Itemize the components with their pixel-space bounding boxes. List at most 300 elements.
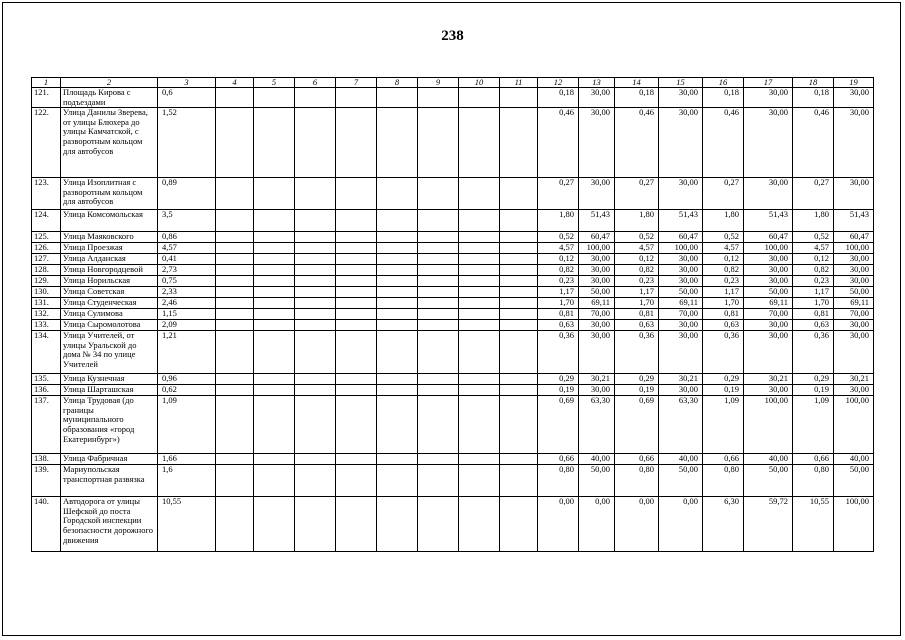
empty-cell <box>336 374 377 385</box>
value-cell: 30,00 <box>834 320 874 331</box>
empty-cell <box>216 232 254 243</box>
empty-cell <box>418 232 459 243</box>
row-number-cell: 130. <box>32 287 61 298</box>
empty-cell <box>295 309 336 320</box>
empty-cell <box>216 320 254 331</box>
empty-cell <box>254 265 295 276</box>
value-cell: 1,70 <box>615 298 659 309</box>
empty-cell <box>254 298 295 309</box>
empty-cell <box>500 374 538 385</box>
value-cell: 0,46 <box>538 108 579 178</box>
empty-cell <box>377 309 418 320</box>
empty-cell <box>216 454 254 465</box>
value-cell: 30,00 <box>579 108 615 178</box>
empty-cell <box>459 331 500 374</box>
table-row <box>32 385 874 396</box>
empty-cell <box>377 497 418 552</box>
value-cell: 0,63 <box>793 320 834 331</box>
value-cell: 10,55 <box>793 497 834 552</box>
length-cell: 0,41 <box>158 254 216 265</box>
value-cell: 1,17 <box>703 287 744 298</box>
empty-cell <box>418 276 459 287</box>
value-cell: 1,70 <box>703 298 744 309</box>
table-row <box>32 276 874 287</box>
empty-cell <box>295 298 336 309</box>
empty-cell <box>336 454 377 465</box>
length-cell: 0,89 <box>158 178 216 210</box>
row-number-cell: 140. <box>32 497 61 552</box>
empty-cell <box>500 396 538 454</box>
value-cell: 0,80 <box>538 465 579 497</box>
empty-cell <box>336 178 377 210</box>
value-cell: 1,17 <box>793 287 834 298</box>
value-cell: 0,29 <box>703 374 744 385</box>
value-cell: 30,00 <box>579 276 615 287</box>
empty-cell <box>500 265 538 276</box>
empty-cell <box>500 331 538 374</box>
empty-cell <box>295 497 336 552</box>
value-cell: 60,47 <box>744 232 793 243</box>
value-cell: 0,81 <box>793 309 834 320</box>
empty-cell <box>336 396 377 454</box>
value-cell: 30,00 <box>579 385 615 396</box>
value-cell: 0,29 <box>793 374 834 385</box>
empty-cell <box>418 265 459 276</box>
empty-cell <box>295 243 336 254</box>
row-number-cell: 123. <box>32 178 61 210</box>
value-cell: 0,36 <box>703 331 744 374</box>
column-number: 19 <box>834 78 874 88</box>
empty-cell <box>459 232 500 243</box>
street-name-cell: Улица Новгородцевой <box>61 265 158 276</box>
length-cell: 4,57 <box>158 243 216 254</box>
empty-cell <box>295 88 336 108</box>
empty-cell <box>295 320 336 331</box>
value-cell: 4,57 <box>793 243 834 254</box>
street-name-cell: Площадь Кирова с подъездами <box>61 88 158 108</box>
value-cell: 51,43 <box>579 210 615 232</box>
empty-cell <box>459 454 500 465</box>
empty-cell <box>500 287 538 298</box>
empty-cell <box>459 108 500 178</box>
street-name-cell: Улица Кузнечная <box>61 374 158 385</box>
value-cell: 4,57 <box>703 243 744 254</box>
table-header-row <box>32 78 874 88</box>
empty-cell <box>216 497 254 552</box>
value-cell: 0,12 <box>538 254 579 265</box>
row-number-cell: 129. <box>32 276 61 287</box>
empty-cell <box>459 309 500 320</box>
row-number-cell: 138. <box>32 454 61 465</box>
value-cell: 63,30 <box>579 396 615 454</box>
value-cell: 69,11 <box>744 298 793 309</box>
empty-cell <box>336 497 377 552</box>
length-cell: 1,6 <box>158 465 216 497</box>
empty-cell <box>377 265 418 276</box>
value-cell: 50,00 <box>579 465 615 497</box>
value-cell: 50,00 <box>834 465 874 497</box>
value-cell: 1,70 <box>538 298 579 309</box>
column-number: 18 <box>793 78 834 88</box>
value-cell: 4,57 <box>538 243 579 254</box>
empty-cell <box>295 276 336 287</box>
value-cell: 30,00 <box>579 265 615 276</box>
value-cell: 1,80 <box>793 210 834 232</box>
empty-cell <box>254 276 295 287</box>
value-cell: 100,00 <box>834 243 874 254</box>
empty-cell <box>377 254 418 265</box>
value-cell: 40,00 <box>834 454 874 465</box>
empty-cell <box>254 287 295 298</box>
value-cell: 30,00 <box>744 276 793 287</box>
table-row <box>32 232 874 243</box>
row-number-cell: 125. <box>32 232 61 243</box>
table-row <box>32 497 874 552</box>
value-cell: 0,18 <box>793 88 834 108</box>
street-name-cell: Улица Алданская <box>61 254 158 265</box>
value-cell: 0,36 <box>538 331 579 374</box>
empty-cell <box>295 396 336 454</box>
empty-cell <box>459 396 500 454</box>
empty-cell <box>216 374 254 385</box>
length-cell: 0,86 <box>158 232 216 243</box>
empty-cell <box>377 320 418 331</box>
empty-cell <box>254 454 295 465</box>
value-cell: 30,00 <box>744 88 793 108</box>
value-cell: 40,00 <box>659 454 703 465</box>
empty-cell <box>377 454 418 465</box>
table-row <box>32 254 874 265</box>
empty-cell <box>336 108 377 178</box>
value-cell: 1,09 <box>793 396 834 454</box>
empty-cell <box>418 454 459 465</box>
value-cell: 69,11 <box>659 298 703 309</box>
empty-cell <box>500 243 538 254</box>
column-number: 2 <box>61 78 158 88</box>
data-table <box>31 77 874 552</box>
value-cell: 0,12 <box>703 254 744 265</box>
street-name-cell: Улица Фабричная <box>61 454 158 465</box>
empty-cell <box>336 265 377 276</box>
value-cell: 30,00 <box>579 178 615 210</box>
value-cell: 30,00 <box>744 320 793 331</box>
empty-cell <box>500 210 538 232</box>
empty-cell <box>459 374 500 385</box>
value-cell: 30,00 <box>744 254 793 265</box>
empty-cell <box>459 265 500 276</box>
empty-cell <box>254 232 295 243</box>
length-cell: 0,75 <box>158 276 216 287</box>
value-cell: 30,00 <box>834 265 874 276</box>
empty-cell <box>500 385 538 396</box>
value-cell: 0,12 <box>793 254 834 265</box>
value-cell: 30,21 <box>579 374 615 385</box>
value-cell: 0,23 <box>703 276 744 287</box>
empty-cell <box>254 320 295 331</box>
value-cell: 0,82 <box>793 265 834 276</box>
empty-cell <box>418 385 459 396</box>
value-cell: 0,23 <box>538 276 579 287</box>
empty-cell <box>459 254 500 265</box>
value-cell: 0,63 <box>615 320 659 331</box>
empty-cell <box>418 108 459 178</box>
value-cell: 69,11 <box>834 298 874 309</box>
value-cell: 0,19 <box>615 385 659 396</box>
column-number: 5 <box>254 78 295 88</box>
value-cell: 1,80 <box>703 210 744 232</box>
street-name-cell: Улица Студенческая <box>61 298 158 309</box>
empty-cell <box>500 298 538 309</box>
empty-cell <box>418 88 459 108</box>
value-cell: 70,00 <box>579 309 615 320</box>
empty-cell <box>459 497 500 552</box>
empty-cell <box>377 178 418 210</box>
value-cell: 0,36 <box>793 331 834 374</box>
empty-cell <box>254 465 295 497</box>
table-row <box>32 396 874 454</box>
value-cell: 0,46 <box>703 108 744 178</box>
value-cell: 0,80 <box>703 465 744 497</box>
value-cell: 51,43 <box>744 210 793 232</box>
empty-cell <box>418 210 459 232</box>
empty-cell <box>500 309 538 320</box>
value-cell: 60,47 <box>659 232 703 243</box>
value-cell: 0,00 <box>615 497 659 552</box>
value-cell: 51,43 <box>659 210 703 232</box>
empty-cell <box>216 287 254 298</box>
value-cell: 0,66 <box>538 454 579 465</box>
value-cell: 30,21 <box>834 374 874 385</box>
value-cell: 1,80 <box>538 210 579 232</box>
empty-cell <box>377 298 418 309</box>
empty-cell <box>295 454 336 465</box>
value-cell: 30,00 <box>744 331 793 374</box>
street-name-cell: Улица Данилы Зверева, от улицы Блюхера до улицы Камчатской, с разворотным кольцом для автобусов <box>61 108 158 178</box>
empty-cell <box>254 331 295 374</box>
empty-cell <box>418 320 459 331</box>
value-cell: 30,00 <box>834 276 874 287</box>
empty-cell <box>254 309 295 320</box>
empty-cell <box>216 276 254 287</box>
empty-cell <box>336 320 377 331</box>
empty-cell <box>295 465 336 497</box>
empty-cell <box>418 287 459 298</box>
empty-cell <box>377 210 418 232</box>
empty-cell <box>459 210 500 232</box>
value-cell: 59,72 <box>744 497 793 552</box>
value-cell: 100,00 <box>744 243 793 254</box>
value-cell: 0,46 <box>793 108 834 178</box>
empty-cell <box>216 178 254 210</box>
empty-cell <box>254 88 295 108</box>
length-cell: 1,52 <box>158 108 216 178</box>
empty-cell <box>295 178 336 210</box>
length-cell: 2,33 <box>158 287 216 298</box>
value-cell: 0,19 <box>793 385 834 396</box>
value-cell: 0,18 <box>703 88 744 108</box>
value-cell: 30,00 <box>659 108 703 178</box>
value-cell: 30,00 <box>659 265 703 276</box>
empty-cell <box>254 178 295 210</box>
row-number-cell: 136. <box>32 385 61 396</box>
empty-cell <box>418 465 459 497</box>
column-number: 12 <box>538 78 579 88</box>
empty-cell <box>216 210 254 232</box>
street-name-cell: Автодорога от улицы Шефской до поста Городской инспекции безопасности дорожного движения <box>61 497 158 552</box>
empty-cell <box>377 331 418 374</box>
length-cell: 0,96 <box>158 374 216 385</box>
row-number-cell: 137. <box>32 396 61 454</box>
row-number-cell: 139. <box>32 465 61 497</box>
table-row <box>32 265 874 276</box>
value-cell: 0,00 <box>579 497 615 552</box>
empty-cell <box>377 374 418 385</box>
empty-cell <box>295 254 336 265</box>
street-name-cell: Мариупольская транспортная развязка <box>61 465 158 497</box>
value-cell: 1,17 <box>538 287 579 298</box>
street-name-cell: Улица Норильская <box>61 276 158 287</box>
empty-cell <box>295 287 336 298</box>
value-cell: 1,80 <box>615 210 659 232</box>
value-cell: 30,00 <box>744 385 793 396</box>
length-cell: 10,55 <box>158 497 216 552</box>
value-cell: 30,00 <box>744 265 793 276</box>
row-number-cell: 135. <box>32 374 61 385</box>
value-cell: 0,19 <box>538 385 579 396</box>
empty-cell <box>254 385 295 396</box>
value-cell: 100,00 <box>659 243 703 254</box>
row-number-cell: 133. <box>32 320 61 331</box>
value-cell: 30,00 <box>834 178 874 210</box>
value-cell: 0,18 <box>538 88 579 108</box>
empty-cell <box>500 465 538 497</box>
column-number: 3 <box>158 78 216 88</box>
value-cell: 100,00 <box>834 497 874 552</box>
empty-cell <box>459 276 500 287</box>
value-cell: 50,00 <box>659 465 703 497</box>
value-cell: 0,63 <box>703 320 744 331</box>
row-number-cell: 122. <box>32 108 61 178</box>
value-cell: 30,00 <box>659 178 703 210</box>
value-cell: 1,17 <box>615 287 659 298</box>
empty-cell <box>216 88 254 108</box>
street-name-cell: Улица Советская <box>61 287 158 298</box>
value-cell: 69,11 <box>579 298 615 309</box>
table-row <box>32 331 874 374</box>
empty-cell <box>459 88 500 108</box>
street-name-cell: Улица Сыромолотова <box>61 320 158 331</box>
value-cell: 30,00 <box>834 88 874 108</box>
table-row <box>32 88 874 108</box>
value-cell: 30,00 <box>834 254 874 265</box>
value-cell: 50,00 <box>659 287 703 298</box>
empty-cell <box>216 396 254 454</box>
empty-cell <box>336 243 377 254</box>
value-cell: 30,00 <box>659 385 703 396</box>
empty-cell <box>216 243 254 254</box>
value-cell: 50,00 <box>744 287 793 298</box>
value-cell: 6,30 <box>703 497 744 552</box>
column-number: 16 <box>703 78 744 88</box>
value-cell: 0,27 <box>703 178 744 210</box>
value-cell: 0,29 <box>538 374 579 385</box>
value-cell: 50,00 <box>744 465 793 497</box>
value-cell: 0,36 <box>615 331 659 374</box>
empty-cell <box>295 374 336 385</box>
value-cell: 30,00 <box>659 254 703 265</box>
table-row <box>32 108 874 178</box>
empty-cell <box>295 385 336 396</box>
street-name-cell: Улица Учителей, от улицы Уральской до дома № 34 по улице Учителей <box>61 331 158 374</box>
empty-cell <box>377 287 418 298</box>
value-cell: 30,00 <box>834 385 874 396</box>
empty-cell <box>377 232 418 243</box>
value-cell: 100,00 <box>579 243 615 254</box>
value-cell: 0,00 <box>659 497 703 552</box>
value-cell: 0,27 <box>538 178 579 210</box>
empty-cell <box>295 265 336 276</box>
empty-cell <box>336 210 377 232</box>
length-cell: 1,09 <box>158 396 216 454</box>
street-name-cell: Улица Комсомольская <box>61 210 158 232</box>
length-cell: 1,21 <box>158 331 216 374</box>
column-number: 9 <box>418 78 459 88</box>
empty-cell <box>336 232 377 243</box>
value-cell: 0,66 <box>793 454 834 465</box>
street-name-cell: Улица Сулимова <box>61 309 158 320</box>
value-cell: 0,27 <box>793 178 834 210</box>
length-cell: 0,62 <box>158 385 216 396</box>
column-number: 14 <box>615 78 659 88</box>
column-number: 13 <box>579 78 615 88</box>
value-cell: 0,29 <box>615 374 659 385</box>
empty-cell <box>254 243 295 254</box>
value-cell: 40,00 <box>744 454 793 465</box>
empty-cell <box>216 265 254 276</box>
column-number: 10 <box>459 78 500 88</box>
table-row <box>32 320 874 331</box>
empty-cell <box>500 254 538 265</box>
empty-cell <box>377 88 418 108</box>
length-cell: 1,66 <box>158 454 216 465</box>
empty-cell <box>377 396 418 454</box>
length-cell: 0,6 <box>158 88 216 108</box>
empty-cell <box>254 210 295 232</box>
empty-cell <box>336 287 377 298</box>
value-cell: 0,82 <box>538 265 579 276</box>
empty-cell <box>500 88 538 108</box>
empty-cell <box>216 298 254 309</box>
page-number: 238 <box>441 28 464 44</box>
value-cell: 0,82 <box>703 265 744 276</box>
value-cell: 0,23 <box>793 276 834 287</box>
value-cell: 0,52 <box>793 232 834 243</box>
empty-cell <box>500 497 538 552</box>
length-cell: 2,09 <box>158 320 216 331</box>
value-cell: 0,12 <box>615 254 659 265</box>
table-row <box>32 243 874 254</box>
table-row <box>32 287 874 298</box>
value-cell: 0,63 <box>538 320 579 331</box>
row-number-cell: 124. <box>32 210 61 232</box>
value-cell: 0,81 <box>538 309 579 320</box>
empty-cell <box>500 276 538 287</box>
street-name-cell: Улица Шарташская <box>61 385 158 396</box>
column-number: 1 <box>32 78 61 88</box>
street-name-cell: Улица Проезжая <box>61 243 158 254</box>
empty-cell <box>336 254 377 265</box>
empty-cell <box>459 287 500 298</box>
